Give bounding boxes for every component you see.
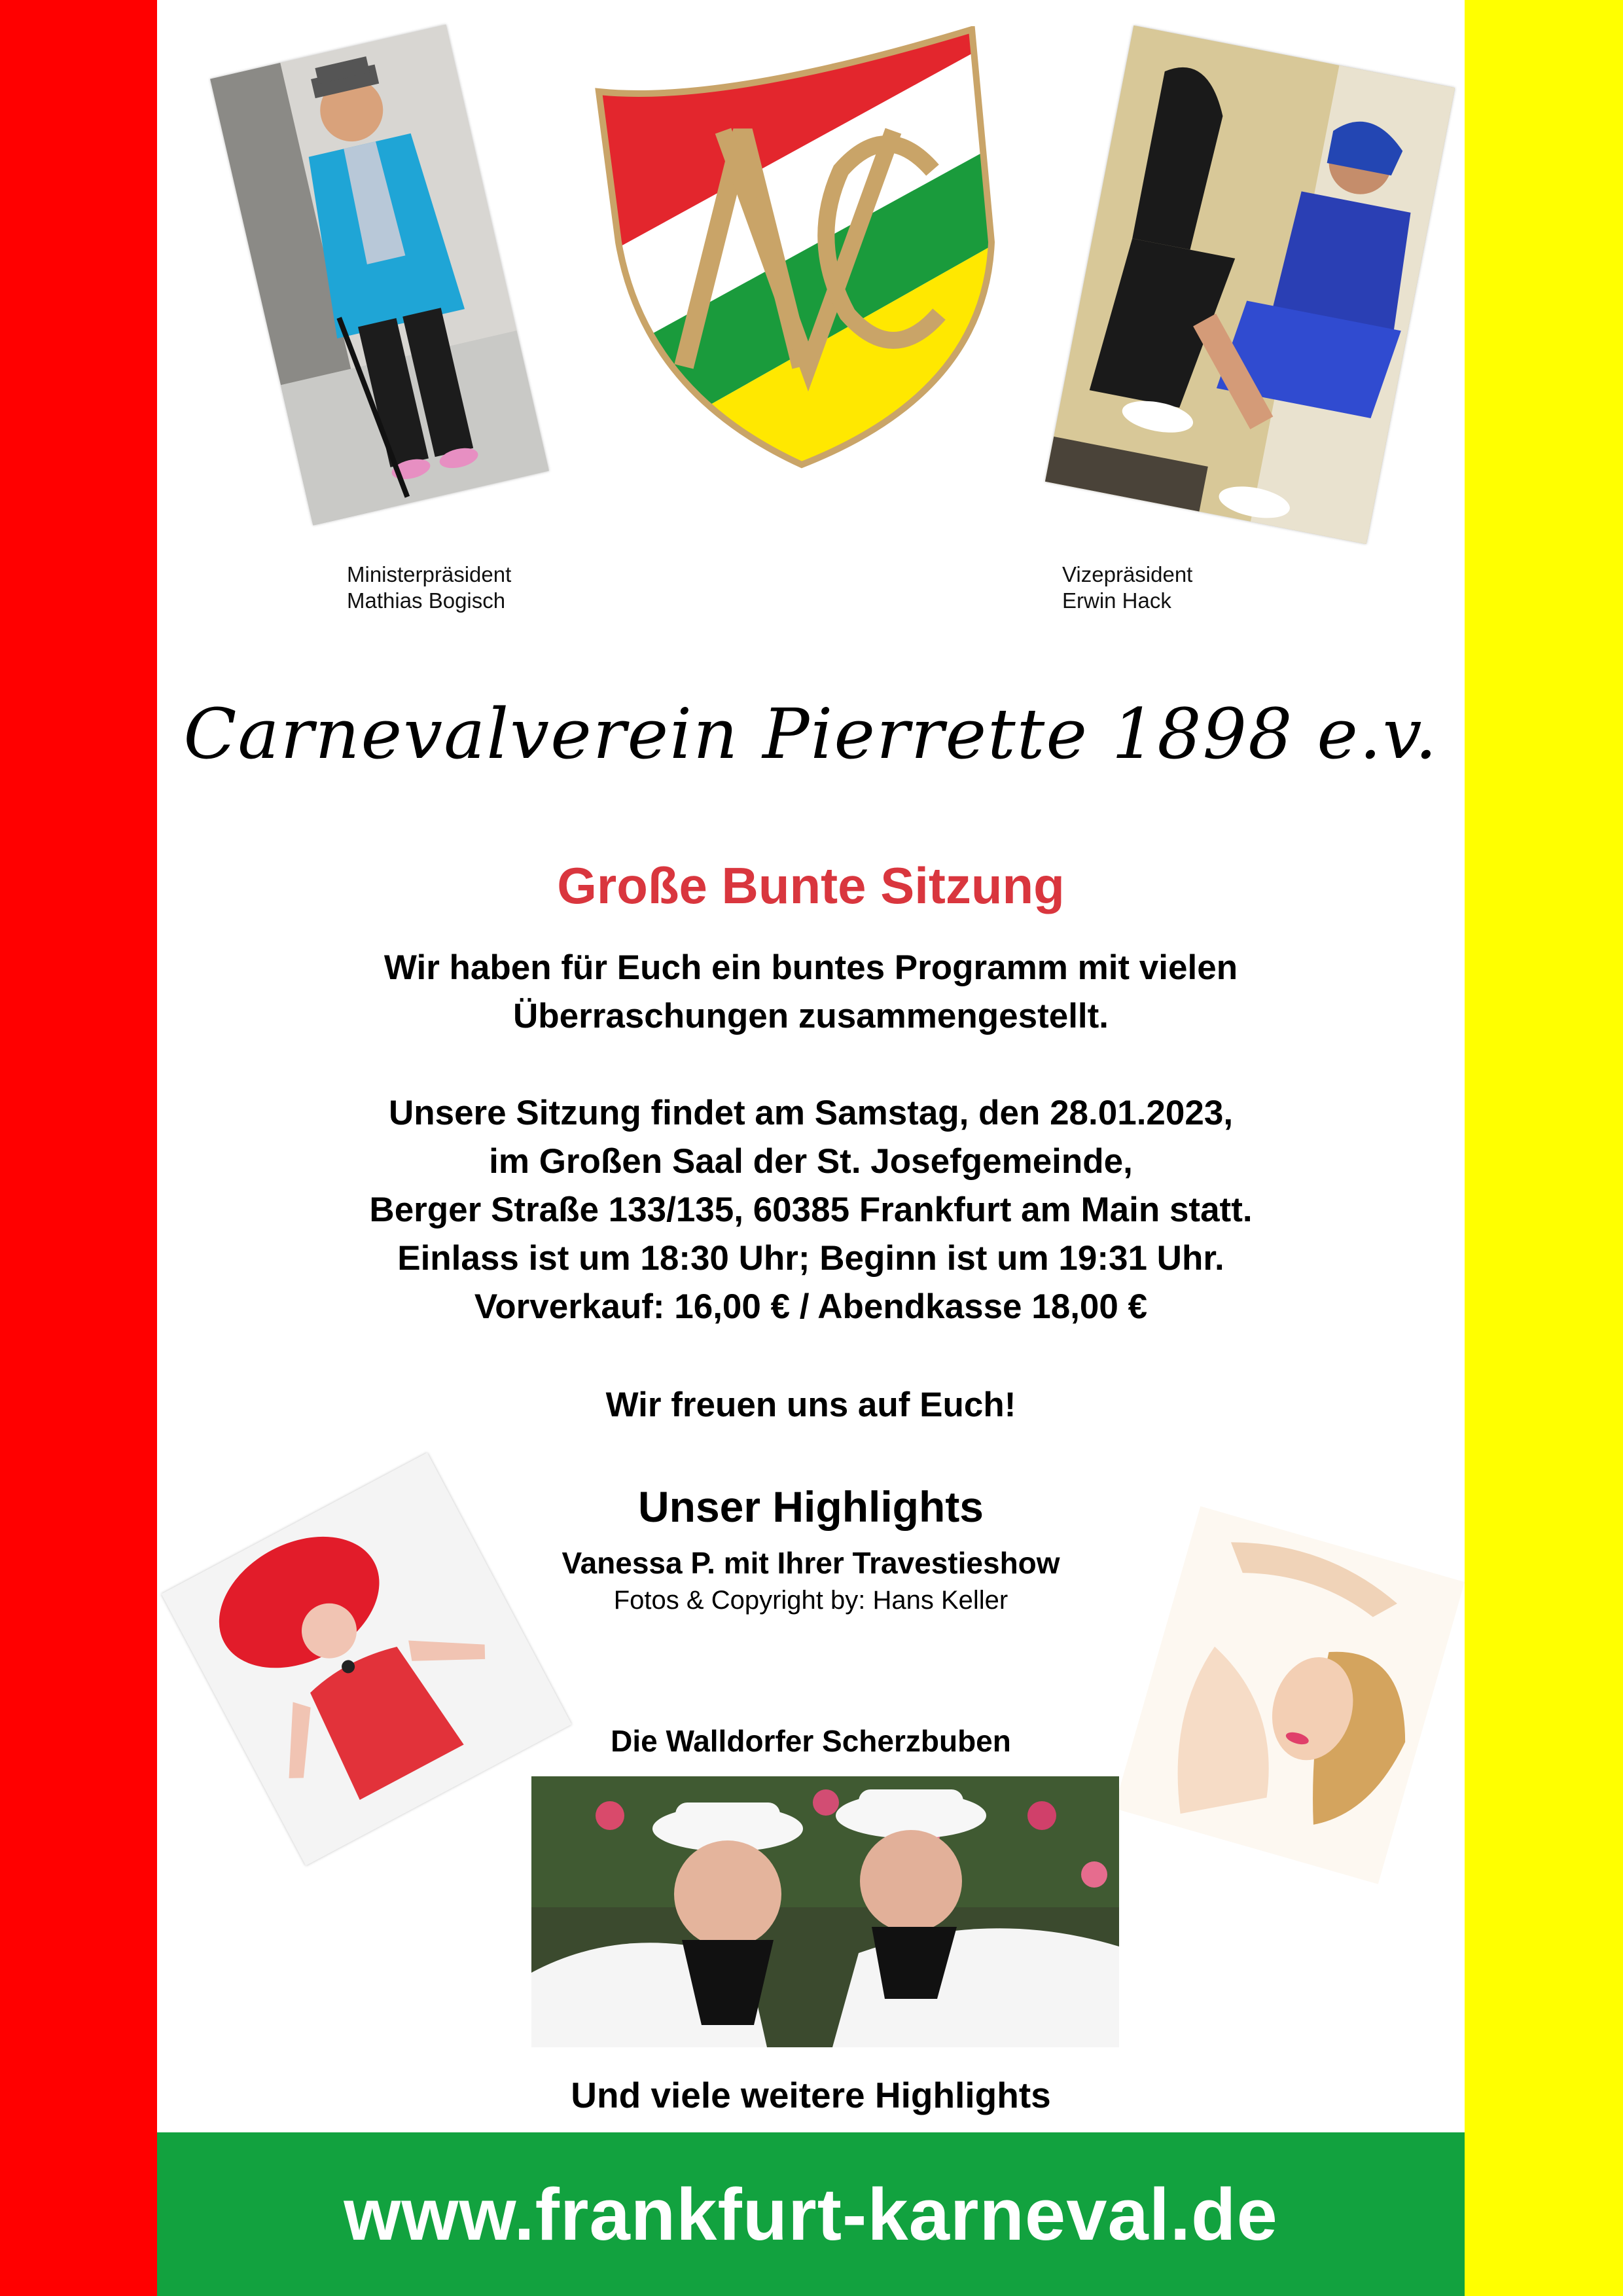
footer-banner (157, 2132, 1465, 2296)
vize-role: Vizepräsident (1062, 562, 1193, 586)
event-subtitle: Große Bunte Sitzung (557, 857, 1065, 914)
greeting: Wir freuen uns auf Euch! (605, 1386, 1016, 1424)
minister-photo (210, 24, 549, 525)
minister-caption (347, 562, 511, 614)
website-link[interactable]: www.frankfurt-karneval.de (344, 2173, 1278, 2255)
highlights-heading: Unser Highlights (637, 1482, 984, 1531)
event-details (157, 1089, 1465, 1331)
vize-caption (1062, 562, 1192, 614)
vize-name: Erwin Hack (1062, 588, 1171, 613)
intro-text (157, 944, 1465, 1041)
details-line-2: im Großen Saal der St. Josefgemeinde, (489, 1142, 1133, 1181)
minister-name: Mathias Bogisch (347, 588, 506, 613)
left-color-band (0, 0, 157, 2296)
intro-line-1: Wir haben für Euch ein buntes Programm mit vielen (383, 948, 1238, 987)
more-highlights: Und viele weitere Highlights (571, 2075, 1051, 2115)
intro-line-2: Überraschungen zusammengestellt. (512, 997, 1109, 1035)
scherzbuben-photo (531, 1776, 1119, 2047)
club-logo (592, 26, 998, 471)
details-line-1: Unsere Sitzung findet am Samstag, den 28.01.2023, (388, 1094, 1234, 1132)
details-line-3: Berger Straße 133/135, 60385 Frankfurt am Main statt. (369, 1191, 1253, 1229)
details-line-4: Einlass ist um 18:30 Uhr; Beginn ist um 19:31 Uhr. (397, 1239, 1224, 1278)
photo-copyright: Fotos & Copyright by: Hans Keller (613, 1586, 1008, 1615)
right-color-band (1465, 0, 1623, 2296)
details-line-5: Vorverkauf: 16,00 € / Abendkasse 18,00 € (474, 1287, 1148, 1326)
vize-photo (1045, 26, 1455, 544)
minister-role: Ministerpräsident (347, 562, 512, 586)
highlight-act-2: Die Walldorfer Scherzbuben (611, 1724, 1011, 1758)
highlight-act-1: Vanessa P. mit Ihrer Travestieshow (562, 1546, 1060, 1580)
page-title: Carnevalverein Pierrette 1898 e.v. (183, 694, 1438, 774)
